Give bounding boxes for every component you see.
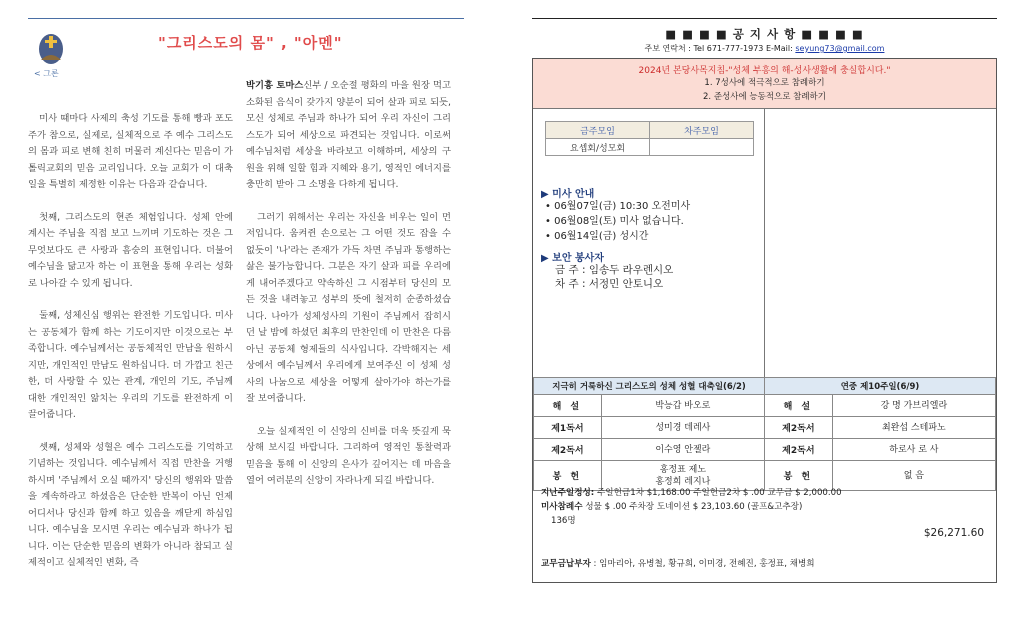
paragraph: 미사 때마다 사제의 축성 기도를 통해 빵과 포도주가 참으로, 실제로, 실체적으로 주 예수 그리스도의 몸과 피로 변해 친히 머물러 계신다는 믿음이 가톨릭교회의 믿음 교리입니다. 오늘 교회가 이 대축일을 특별히 제정한 이유는 다음과 같습니다. xyxy=(28,113,233,190)
notice-box xyxy=(532,58,997,583)
total-amount: $26,271.60 xyxy=(923,527,984,539)
paragraph: 오늘 실제적인 이 신앙의 신비를 더욱 뜻깊게 묵상해 보시길 바랍니다. 그리하여 영적인 통찰력과 믿음을 통해 이 신앙의 은사가 깊어지는 데 마음을 열어 여러분의 신앙이 자라나게 되길 바랍니다. xyxy=(246,425,451,486)
church-logo-icon xyxy=(36,32,66,66)
server-list xyxy=(555,263,673,291)
header-divider xyxy=(532,18,997,19)
banner-item: 1. 7성사에 적극적으로 참례하기 xyxy=(704,78,825,88)
list-item: • 06월08일(토) 미사 없습니다. xyxy=(545,216,684,227)
list-item: • 06월07일(금) 10:30 오전미사 xyxy=(545,201,691,212)
list-item: 금 주 : 임송두 라우렌시오 xyxy=(555,264,674,276)
list-item: • 06월14일(금) 성시간 xyxy=(545,231,649,242)
paragraph: 첫째, 그리스도의 현존 체험입니다. 성체 안에 계시는 주님을 직접 보고 느끼며 기도하는 것은 그 무엇보다도 큰 사랑과 흠숭의 표현입니다. 더불어 예수님을 닮고자 하는 이 표현을 통해 우리는 성화로 나아갈 수 있게 됩니다. xyxy=(28,211,233,289)
table-row: 제2독서 이수영 안젤라 제2독서 하로사 로 사 xyxy=(534,439,996,461)
email-link[interactable]: seyung73@gmail.com xyxy=(795,44,885,53)
liturgy-table xyxy=(533,377,996,491)
donor-list: 교무금납부자 : 임마리아, 유병철, 황규희, 이미경, 전혜진, 홍정표, 채병희 xyxy=(541,559,815,569)
info-panel xyxy=(533,109,765,377)
table-row: 해 설 박능갑 바오로 해 설 강 명 가브리엘라 xyxy=(534,395,996,417)
table-head-right: 연중 제10주일(6/9) xyxy=(764,378,995,395)
notice-page xyxy=(532,18,997,583)
article-column-1 xyxy=(28,111,233,588)
article-column-2 xyxy=(246,78,451,506)
paragraph: 둘째, 성체신심 행위는 완전한 기도입니다. 미사는 공동체가 함께 하는 기도이지만 이것으로는 부족합니다. 예수님께서는 공동체적인 만남을 원하시지만, 개인적인 만남도 원하십니다. 더 가깝고 친근한, 더 사랑할 수 있는 관계, 개인의 기도, 주님께 대한 개인적인 앎치는 우리의 기도를 완전하게 이끌어줍니다. xyxy=(28,310,233,420)
table-row: 제1독서 성미경 데레사 제2독서 최완섭 스테파노 xyxy=(534,417,996,439)
left-page xyxy=(28,18,464,618)
contact-line: 주보 연락처 : Tel 671-777-1973 E-Mail: seyung73@gmail.com xyxy=(644,44,885,53)
mass-section-title: ▶ 미사 안내 xyxy=(541,189,595,200)
table-row: 봉 헌 홍정표 제노 홍정희 레지나 봉 헌 없 음 xyxy=(534,461,996,491)
list-item: 차 주 : 서정민 안토니오 xyxy=(555,278,664,290)
article-title: "그리스도의 몸" , "아멘" xyxy=(158,34,343,52)
middle-section xyxy=(533,109,996,377)
top-divider xyxy=(28,18,464,19)
banner-title: 2024년 본당사목지침-"성체 부흥의 해-성사생활에 충실합시다." xyxy=(638,66,891,76)
mass-list xyxy=(545,199,690,244)
paragraph: 셋째, 성체와 성혈은 예수 그리스도를 기억하고 기념하는 것입니다. 예수님께서 직접 만찬을 거행하시며 '주님께서 오실 때까지' 당신의 행위와 말씀을 계속하라고 하셨음은 단순한 반복이 아닌 언제 어디서나 당신과 함께 하고 있음을 깨닫게 하심입니다. 예수님을 모시면 우리는 예수님과 하나가 됩니다. 이는 단순한 믿음의 변화가 아니라 참되고 실제적이고 실체적인 변화, 즉 xyxy=(28,441,233,568)
paragraph: 박기흥 토마스신부 / 오순절 평화의 마을 원장 먹고 소화된 음식이 갖가지 양분이 되어 살과 피로 되듯, 모신 성체로 주님과 하나가 되어 우리 자신이 그리스도가 되어 세상으로 파견되는 것입니다. 이로써 예수님처럼 세상을 바라보고 이해하며, 세상의 구원을 위해 일할 힘과 지혜와 용기, 영적인 에너지를 충만히 받아 그 소명을 다하게 됩니다. xyxy=(246,80,451,190)
author-name: 박기흥 토마스 xyxy=(246,80,304,91)
table-head-left: 지극히 거룩하신 그리스도의 성체 성혈 대축일(6/2) xyxy=(534,378,765,395)
notice-title: ■ ■ ■ ■ 공 지 사 항 ■ ■ ■ ■ xyxy=(665,27,864,41)
server-section-title: ▶ 보안 봉사자 xyxy=(541,253,604,264)
finance-summary: 지난주일정성: 주일헌금1차 $1,168.00 주일헌금2차 $ .00 교무금 $ 2,000.00 미사참례수 성물 $ .00 주차장 도네이션 $ 23,103.60 (골프&고추장) 136명 xyxy=(541,488,842,526)
meeting-table: 금주모임 차주모임 요셉회/성모회 xyxy=(545,121,754,156)
logo-caption: < 그론 xyxy=(34,69,59,78)
paragraph: 그러기 위해서는 우리는 자신을 비우는 일이 먼저입니다. 움켜쥔 손으로는 그 어떤 것도 잡을 수 없듯이 '나'라는 존재가 가득 차면 주님과 통행하는 삶은 불가능합니다. 그분은 자기 살과 피를 우리에게 내어주겠다고 약속하신 그 시점부터 당신의 모든 것을 내려놓고 성부의 뜻에 철저히 순종하셨습니다. 나아가 성체성사의 기원이 주님께서 잡히시던 날 밤에 하셨던 최후의 만찬인데 이 만찬은 다름 아닌 공동체 형제들의 식사입니다. 각박해지는 세상에서 예수님께서 우리에게 보여주신 이 성체 성사의 나눔으로 세상을 어떻게 살아가야 하는가를 잘 보여줍니다. xyxy=(246,211,451,404)
pastoral-banner xyxy=(533,59,996,109)
banner-item: 2. 준성사에 능동적으로 참례하기 xyxy=(703,92,826,102)
